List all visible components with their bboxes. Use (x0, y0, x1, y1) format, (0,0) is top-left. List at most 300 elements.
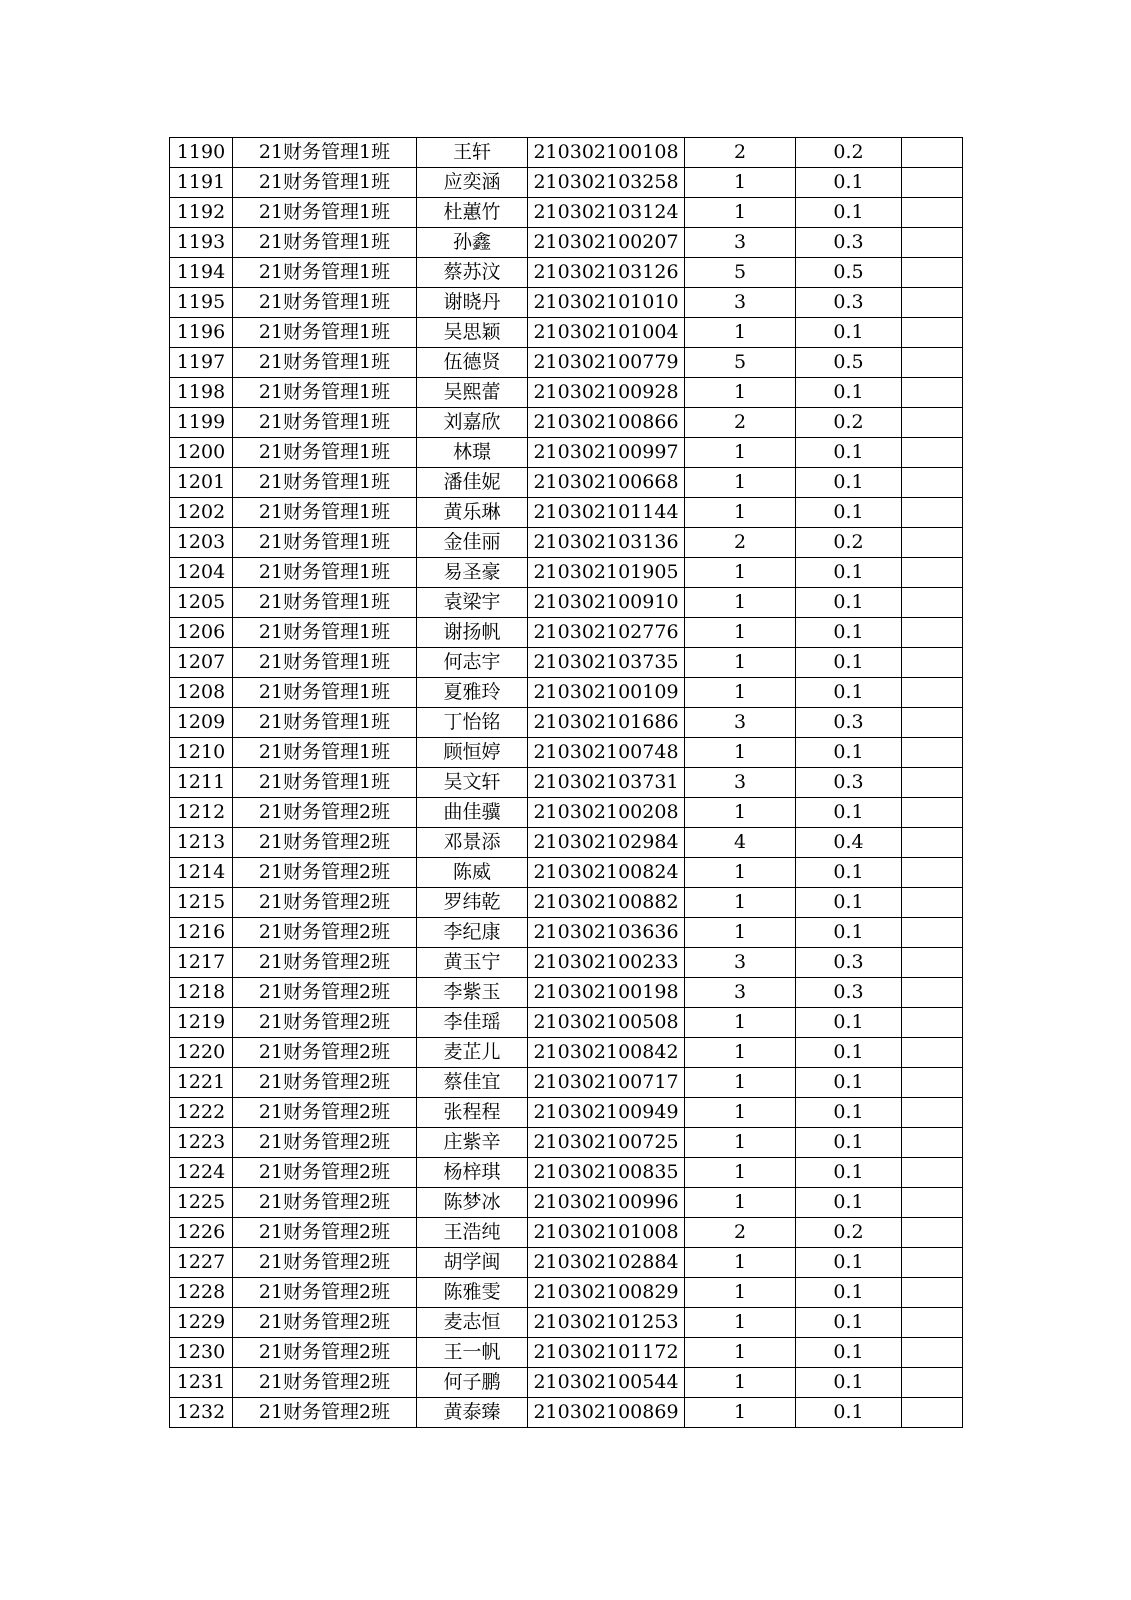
serial-number-cell: 1227 (170, 1248, 233, 1278)
class-name-cell: 21财务管理1班 (233, 468, 417, 498)
table-row (170, 378, 963, 408)
class-name-cell: 21财务管理1班 (233, 258, 417, 288)
student-id-cell: 210302102984 (528, 828, 685, 858)
table-row (170, 1278, 963, 1308)
student-id-cell: 210302103731 (528, 768, 685, 798)
student-id-cell: 210302100198 (528, 978, 685, 1008)
serial-number-cell: 1222 (170, 1098, 233, 1128)
class-name-cell: 21财务管理2班 (233, 1188, 417, 1218)
student-id-cell: 210302103126 (528, 258, 685, 288)
table-row (170, 1038, 963, 1068)
student-name-cell: 杨梓琪 (417, 1158, 528, 1188)
student-name-cell: 易圣豪 (417, 558, 528, 588)
serial-number-cell: 1196 (170, 318, 233, 348)
score-cell: 0.3 (796, 288, 902, 318)
score-cell: 0.1 (796, 558, 902, 588)
student-name-cell: 伍德贤 (417, 348, 528, 378)
score-cell: 0.1 (796, 498, 902, 528)
score-cell: 0.3 (796, 228, 902, 258)
serial-number-cell: 1207 (170, 648, 233, 678)
note-cell (902, 618, 963, 648)
student-score-table (169, 137, 963, 1428)
class-name-cell: 21财务管理1班 (233, 528, 417, 558)
table-row (170, 678, 963, 708)
serial-number-cell: 1219 (170, 1008, 233, 1038)
student-name-cell: 黄玉宁 (417, 948, 528, 978)
student-name-cell: 胡学闽 (417, 1248, 528, 1278)
note-cell (902, 558, 963, 588)
table-body (170, 138, 963, 1428)
count-cell: 1 (685, 918, 796, 948)
student-id-cell: 210302101172 (528, 1338, 685, 1368)
count-cell: 1 (685, 378, 796, 408)
score-cell: 0.1 (796, 648, 902, 678)
serial-number-cell: 1198 (170, 378, 233, 408)
class-name-cell: 21财务管理1班 (233, 558, 417, 588)
table-row (170, 348, 963, 378)
student-id-cell: 210302100668 (528, 468, 685, 498)
score-cell: 0.1 (796, 1038, 902, 1068)
note-cell (902, 888, 963, 918)
class-name-cell: 21财务管理2班 (233, 978, 417, 1008)
score-cell: 0.1 (796, 168, 902, 198)
note-cell (902, 948, 963, 978)
class-name-cell: 21财务管理2班 (233, 1098, 417, 1128)
count-cell: 3 (685, 948, 796, 978)
student-name-cell: 杜蕙竹 (417, 198, 528, 228)
student-name-cell: 谢扬帆 (417, 618, 528, 648)
student-name-cell: 潘佳妮 (417, 468, 528, 498)
class-name-cell: 21财务管理1班 (233, 678, 417, 708)
student-id-cell: 210302100233 (528, 948, 685, 978)
serial-number-cell: 1190 (170, 138, 233, 168)
class-name-cell: 21财务管理1班 (233, 288, 417, 318)
score-cell: 0.3 (796, 708, 902, 738)
count-cell: 3 (685, 228, 796, 258)
score-cell: 0.2 (796, 138, 902, 168)
score-cell: 0.1 (796, 1188, 902, 1218)
score-cell: 0.1 (796, 1308, 902, 1338)
score-cell: 0.1 (796, 1278, 902, 1308)
class-name-cell: 21财务管理2班 (233, 888, 417, 918)
student-id-cell: 210302103636 (528, 918, 685, 948)
table-row (170, 468, 963, 498)
class-name-cell: 21财务管理2班 (233, 1398, 417, 1428)
serial-number-cell: 1220 (170, 1038, 233, 1068)
table-row (170, 588, 963, 618)
student-name-cell: 袁梁宇 (417, 588, 528, 618)
class-name-cell: 21财务管理1班 (233, 138, 417, 168)
student-name-cell: 麦志恒 (417, 1308, 528, 1338)
serial-number-cell: 1216 (170, 918, 233, 948)
score-cell: 0.2 (796, 528, 902, 558)
student-id-cell: 210302100869 (528, 1398, 685, 1428)
student-id-cell: 210302100829 (528, 1278, 685, 1308)
score-cell: 0.1 (796, 1008, 902, 1038)
score-cell: 0.3 (796, 948, 902, 978)
table-row (170, 1368, 963, 1398)
student-id-cell: 210302101253 (528, 1308, 685, 1338)
class-name-cell: 21财务管理2班 (233, 1278, 417, 1308)
table-row (170, 1128, 963, 1158)
count-cell: 1 (685, 1308, 796, 1338)
serial-number-cell: 1210 (170, 738, 233, 768)
note-cell (902, 918, 963, 948)
serial-number-cell: 1209 (170, 708, 233, 738)
student-name-cell: 蔡苏汶 (417, 258, 528, 288)
note-cell (902, 828, 963, 858)
score-cell: 0.1 (796, 1398, 902, 1428)
student-id-cell: 210302100949 (528, 1098, 685, 1128)
note-cell (902, 978, 963, 1008)
serial-number-cell: 1197 (170, 348, 233, 378)
student-name-cell: 邓景添 (417, 828, 528, 858)
student-id-cell: 210302100207 (528, 228, 685, 258)
table-row (170, 918, 963, 948)
student-id-cell: 210302103136 (528, 528, 685, 558)
student-name-cell: 吴思颖 (417, 318, 528, 348)
class-name-cell: 21财务管理2班 (233, 1308, 417, 1338)
note-cell (902, 528, 963, 558)
class-name-cell: 21财务管理2班 (233, 828, 417, 858)
serial-number-cell: 1205 (170, 588, 233, 618)
count-cell: 1 (685, 1128, 796, 1158)
table-row (170, 1398, 963, 1428)
class-name-cell: 21财务管理2班 (233, 1128, 417, 1158)
count-cell: 1 (685, 858, 796, 888)
count-cell: 2 (685, 1218, 796, 1248)
class-name-cell: 21财务管理2班 (233, 1218, 417, 1248)
student-id-cell: 210302102776 (528, 618, 685, 648)
serial-number-cell: 1199 (170, 408, 233, 438)
note-cell (902, 798, 963, 828)
student-name-cell: 李佳瑶 (417, 1008, 528, 1038)
note-cell (902, 258, 963, 288)
score-cell: 0.1 (796, 1338, 902, 1368)
student-name-cell: 谢晓丹 (417, 288, 528, 318)
student-name-cell: 张程程 (417, 1098, 528, 1128)
note-cell (902, 288, 963, 318)
class-name-cell: 21财务管理1班 (233, 738, 417, 768)
count-cell: 1 (685, 468, 796, 498)
student-name-cell: 林璟 (417, 438, 528, 468)
student-id-cell: 210302100835 (528, 1158, 685, 1188)
table-row (170, 798, 963, 828)
count-cell: 1 (685, 1008, 796, 1038)
student-id-cell: 210302101905 (528, 558, 685, 588)
serial-number-cell: 1228 (170, 1278, 233, 1308)
count-cell: 5 (685, 258, 796, 288)
table-row (170, 528, 963, 558)
student-id-cell: 210302100108 (528, 138, 685, 168)
student-id-cell: 210302102884 (528, 1248, 685, 1278)
table-row (170, 618, 963, 648)
student-name-cell: 李紫玉 (417, 978, 528, 1008)
serial-number-cell: 1202 (170, 498, 233, 528)
score-cell: 0.2 (796, 408, 902, 438)
serial-number-cell: 1223 (170, 1128, 233, 1158)
count-cell: 1 (685, 1158, 796, 1188)
score-cell: 0.1 (796, 438, 902, 468)
score-cell: 0.1 (796, 1068, 902, 1098)
student-id-cell: 210302103124 (528, 198, 685, 228)
class-name-cell: 21财务管理1班 (233, 378, 417, 408)
note-cell (902, 1068, 963, 1098)
count-cell: 1 (685, 558, 796, 588)
serial-number-cell: 1192 (170, 198, 233, 228)
class-name-cell: 21财务管理1班 (233, 198, 417, 228)
note-cell (902, 408, 963, 438)
class-name-cell: 21财务管理1班 (233, 498, 417, 528)
student-name-cell: 吴熙蕾 (417, 378, 528, 408)
student-name-cell: 李纪康 (417, 918, 528, 948)
note-cell (902, 378, 963, 408)
table-row (170, 1188, 963, 1218)
student-name-cell: 刘嘉欣 (417, 408, 528, 438)
count-cell: 1 (685, 1188, 796, 1218)
note-cell (902, 1158, 963, 1188)
class-name-cell: 21财务管理2班 (233, 858, 417, 888)
student-id-cell: 210302100508 (528, 1008, 685, 1038)
count-cell: 1 (685, 618, 796, 648)
table-row (170, 198, 963, 228)
serial-number-cell: 1224 (170, 1158, 233, 1188)
student-id-cell: 210302100866 (528, 408, 685, 438)
student-name-cell: 蔡佳宜 (417, 1068, 528, 1098)
note-cell (902, 1368, 963, 1398)
count-cell: 1 (685, 168, 796, 198)
student-name-cell: 丁怡铭 (417, 708, 528, 738)
table-row (170, 708, 963, 738)
score-cell: 0.5 (796, 348, 902, 378)
table-row (170, 978, 963, 1008)
count-cell: 1 (685, 498, 796, 528)
student-id-cell: 210302100109 (528, 678, 685, 708)
class-name-cell: 21财务管理1班 (233, 318, 417, 348)
count-cell: 1 (685, 1068, 796, 1098)
serial-number-cell: 1217 (170, 948, 233, 978)
table-row (170, 288, 963, 318)
serial-number-cell: 1194 (170, 258, 233, 288)
count-cell: 4 (685, 828, 796, 858)
class-name-cell: 21财务管理2班 (233, 1038, 417, 1068)
note-cell (902, 678, 963, 708)
student-id-cell: 210302100208 (528, 798, 685, 828)
serial-number-cell: 1226 (170, 1218, 233, 1248)
student-name-cell: 金佳丽 (417, 528, 528, 558)
class-name-cell: 21财务管理1班 (233, 618, 417, 648)
student-id-cell: 210302101008 (528, 1218, 685, 1248)
count-cell: 1 (685, 1038, 796, 1068)
student-id-cell: 210302103735 (528, 648, 685, 678)
student-id-cell: 210302100544 (528, 1368, 685, 1398)
student-name-cell: 王一帆 (417, 1338, 528, 1368)
count-cell: 1 (685, 648, 796, 678)
note-cell (902, 1338, 963, 1368)
class-name-cell: 21财务管理1班 (233, 438, 417, 468)
score-cell: 0.5 (796, 258, 902, 288)
table-row (170, 768, 963, 798)
serial-number-cell: 1204 (170, 558, 233, 588)
count-cell: 1 (685, 318, 796, 348)
count-cell: 2 (685, 408, 796, 438)
student-name-cell: 何子鹏 (417, 1368, 528, 1398)
student-name-cell: 麦芷儿 (417, 1038, 528, 1068)
table-row (170, 858, 963, 888)
score-cell: 0.1 (796, 798, 902, 828)
class-name-cell: 21财务管理1班 (233, 588, 417, 618)
student-name-cell: 王浩纯 (417, 1218, 528, 1248)
serial-number-cell: 1232 (170, 1398, 233, 1428)
note-cell (902, 498, 963, 528)
score-cell: 0.1 (796, 468, 902, 498)
serial-number-cell: 1200 (170, 438, 233, 468)
student-id-cell: 210302100928 (528, 378, 685, 408)
note-cell (902, 1248, 963, 1278)
count-cell: 3 (685, 708, 796, 738)
class-name-cell: 21财务管理2班 (233, 948, 417, 978)
student-id-cell: 210302100996 (528, 1188, 685, 1218)
class-name-cell: 21财务管理2班 (233, 798, 417, 828)
student-name-cell: 陈梦冰 (417, 1188, 528, 1218)
serial-number-cell: 1208 (170, 678, 233, 708)
note-cell (902, 1098, 963, 1128)
count-cell: 2 (685, 528, 796, 558)
table-row (170, 738, 963, 768)
table-row (170, 558, 963, 588)
count-cell: 1 (685, 1398, 796, 1428)
student-name-cell: 何志宇 (417, 648, 528, 678)
score-cell: 0.4 (796, 828, 902, 858)
class-name-cell: 21财务管理2班 (233, 1068, 417, 1098)
student-name-cell: 黄乐琳 (417, 498, 528, 528)
count-cell: 1 (685, 198, 796, 228)
serial-number-cell: 1229 (170, 1308, 233, 1338)
class-name-cell: 21财务管理1班 (233, 408, 417, 438)
student-id-cell: 210302100997 (528, 438, 685, 468)
table-row (170, 828, 963, 858)
note-cell (902, 198, 963, 228)
serial-number-cell: 1225 (170, 1188, 233, 1218)
note-cell (902, 438, 963, 468)
serial-number-cell: 1212 (170, 798, 233, 828)
score-cell: 0.1 (796, 1098, 902, 1128)
student-name-cell: 曲佳骥 (417, 798, 528, 828)
score-cell: 0.1 (796, 738, 902, 768)
note-cell (902, 1398, 963, 1428)
count-cell: 1 (685, 888, 796, 918)
student-name-cell: 应奕涵 (417, 168, 528, 198)
table-row (170, 438, 963, 468)
table-row (170, 1158, 963, 1188)
count-cell: 1 (685, 1248, 796, 1278)
table-row (170, 1248, 963, 1278)
class-name-cell: 21财务管理2班 (233, 1338, 417, 1368)
table-row (170, 948, 963, 978)
score-cell: 0.3 (796, 768, 902, 798)
note-cell (902, 228, 963, 258)
table-row (170, 1098, 963, 1128)
serial-number-cell: 1193 (170, 228, 233, 258)
student-name-cell: 庄紫辛 (417, 1128, 528, 1158)
note-cell (902, 1038, 963, 1068)
note-cell (902, 168, 963, 198)
score-cell: 0.1 (796, 1158, 902, 1188)
student-id-cell: 210302100779 (528, 348, 685, 378)
note-cell (902, 648, 963, 678)
note-cell (902, 1308, 963, 1338)
student-id-cell: 210302101004 (528, 318, 685, 348)
student-id-cell: 210302103258 (528, 168, 685, 198)
table-row (170, 408, 963, 438)
serial-number-cell: 1195 (170, 288, 233, 318)
serial-number-cell: 1201 (170, 468, 233, 498)
class-name-cell: 21财务管理2班 (233, 918, 417, 948)
student-name-cell: 罗纬乾 (417, 888, 528, 918)
count-cell: 3 (685, 978, 796, 1008)
count-cell: 1 (685, 1368, 796, 1398)
table-row (170, 228, 963, 258)
serial-number-cell: 1191 (170, 168, 233, 198)
class-name-cell: 21财务管理1班 (233, 648, 417, 678)
note-cell (902, 348, 963, 378)
note-cell (902, 1278, 963, 1308)
table-row (170, 318, 963, 348)
student-id-cell: 210302100717 (528, 1068, 685, 1098)
score-cell: 0.1 (796, 888, 902, 918)
student-name-cell: 顾恒婷 (417, 738, 528, 768)
note-cell (902, 738, 963, 768)
count-cell: 1 (685, 1098, 796, 1128)
student-id-cell: 210302101686 (528, 708, 685, 738)
class-name-cell: 21财务管理1班 (233, 768, 417, 798)
table-row (170, 888, 963, 918)
note-cell (902, 858, 963, 888)
score-cell: 0.1 (796, 198, 902, 228)
score-cell: 0.1 (796, 378, 902, 408)
student-id-cell: 210302100725 (528, 1128, 685, 1158)
score-cell: 0.1 (796, 858, 902, 888)
class-name-cell: 21财务管理2班 (233, 1248, 417, 1278)
note-cell (902, 588, 963, 618)
serial-number-cell: 1214 (170, 858, 233, 888)
student-id-cell: 210302101010 (528, 288, 685, 318)
student-name-cell: 黄泰臻 (417, 1398, 528, 1428)
count-cell: 1 (685, 738, 796, 768)
note-cell (902, 1218, 963, 1248)
count-cell: 1 (685, 798, 796, 828)
table-row (170, 138, 963, 168)
student-name-cell: 王轩 (417, 138, 528, 168)
class-name-cell: 21财务管理1班 (233, 168, 417, 198)
table-row (170, 648, 963, 678)
table-row (170, 168, 963, 198)
serial-number-cell: 1215 (170, 888, 233, 918)
class-name-cell: 21财务管理2班 (233, 1008, 417, 1038)
score-cell: 0.1 (796, 588, 902, 618)
table-row (170, 1008, 963, 1038)
serial-number-cell: 1231 (170, 1368, 233, 1398)
note-cell (902, 768, 963, 798)
student-name-cell: 吴文轩 (417, 768, 528, 798)
score-cell: 0.1 (796, 678, 902, 708)
score-cell: 0.1 (796, 318, 902, 348)
student-id-cell: 210302100824 (528, 858, 685, 888)
score-cell: 0.1 (796, 1248, 902, 1278)
table-row (170, 1308, 963, 1338)
count-cell: 5 (685, 348, 796, 378)
score-cell: 0.1 (796, 618, 902, 648)
